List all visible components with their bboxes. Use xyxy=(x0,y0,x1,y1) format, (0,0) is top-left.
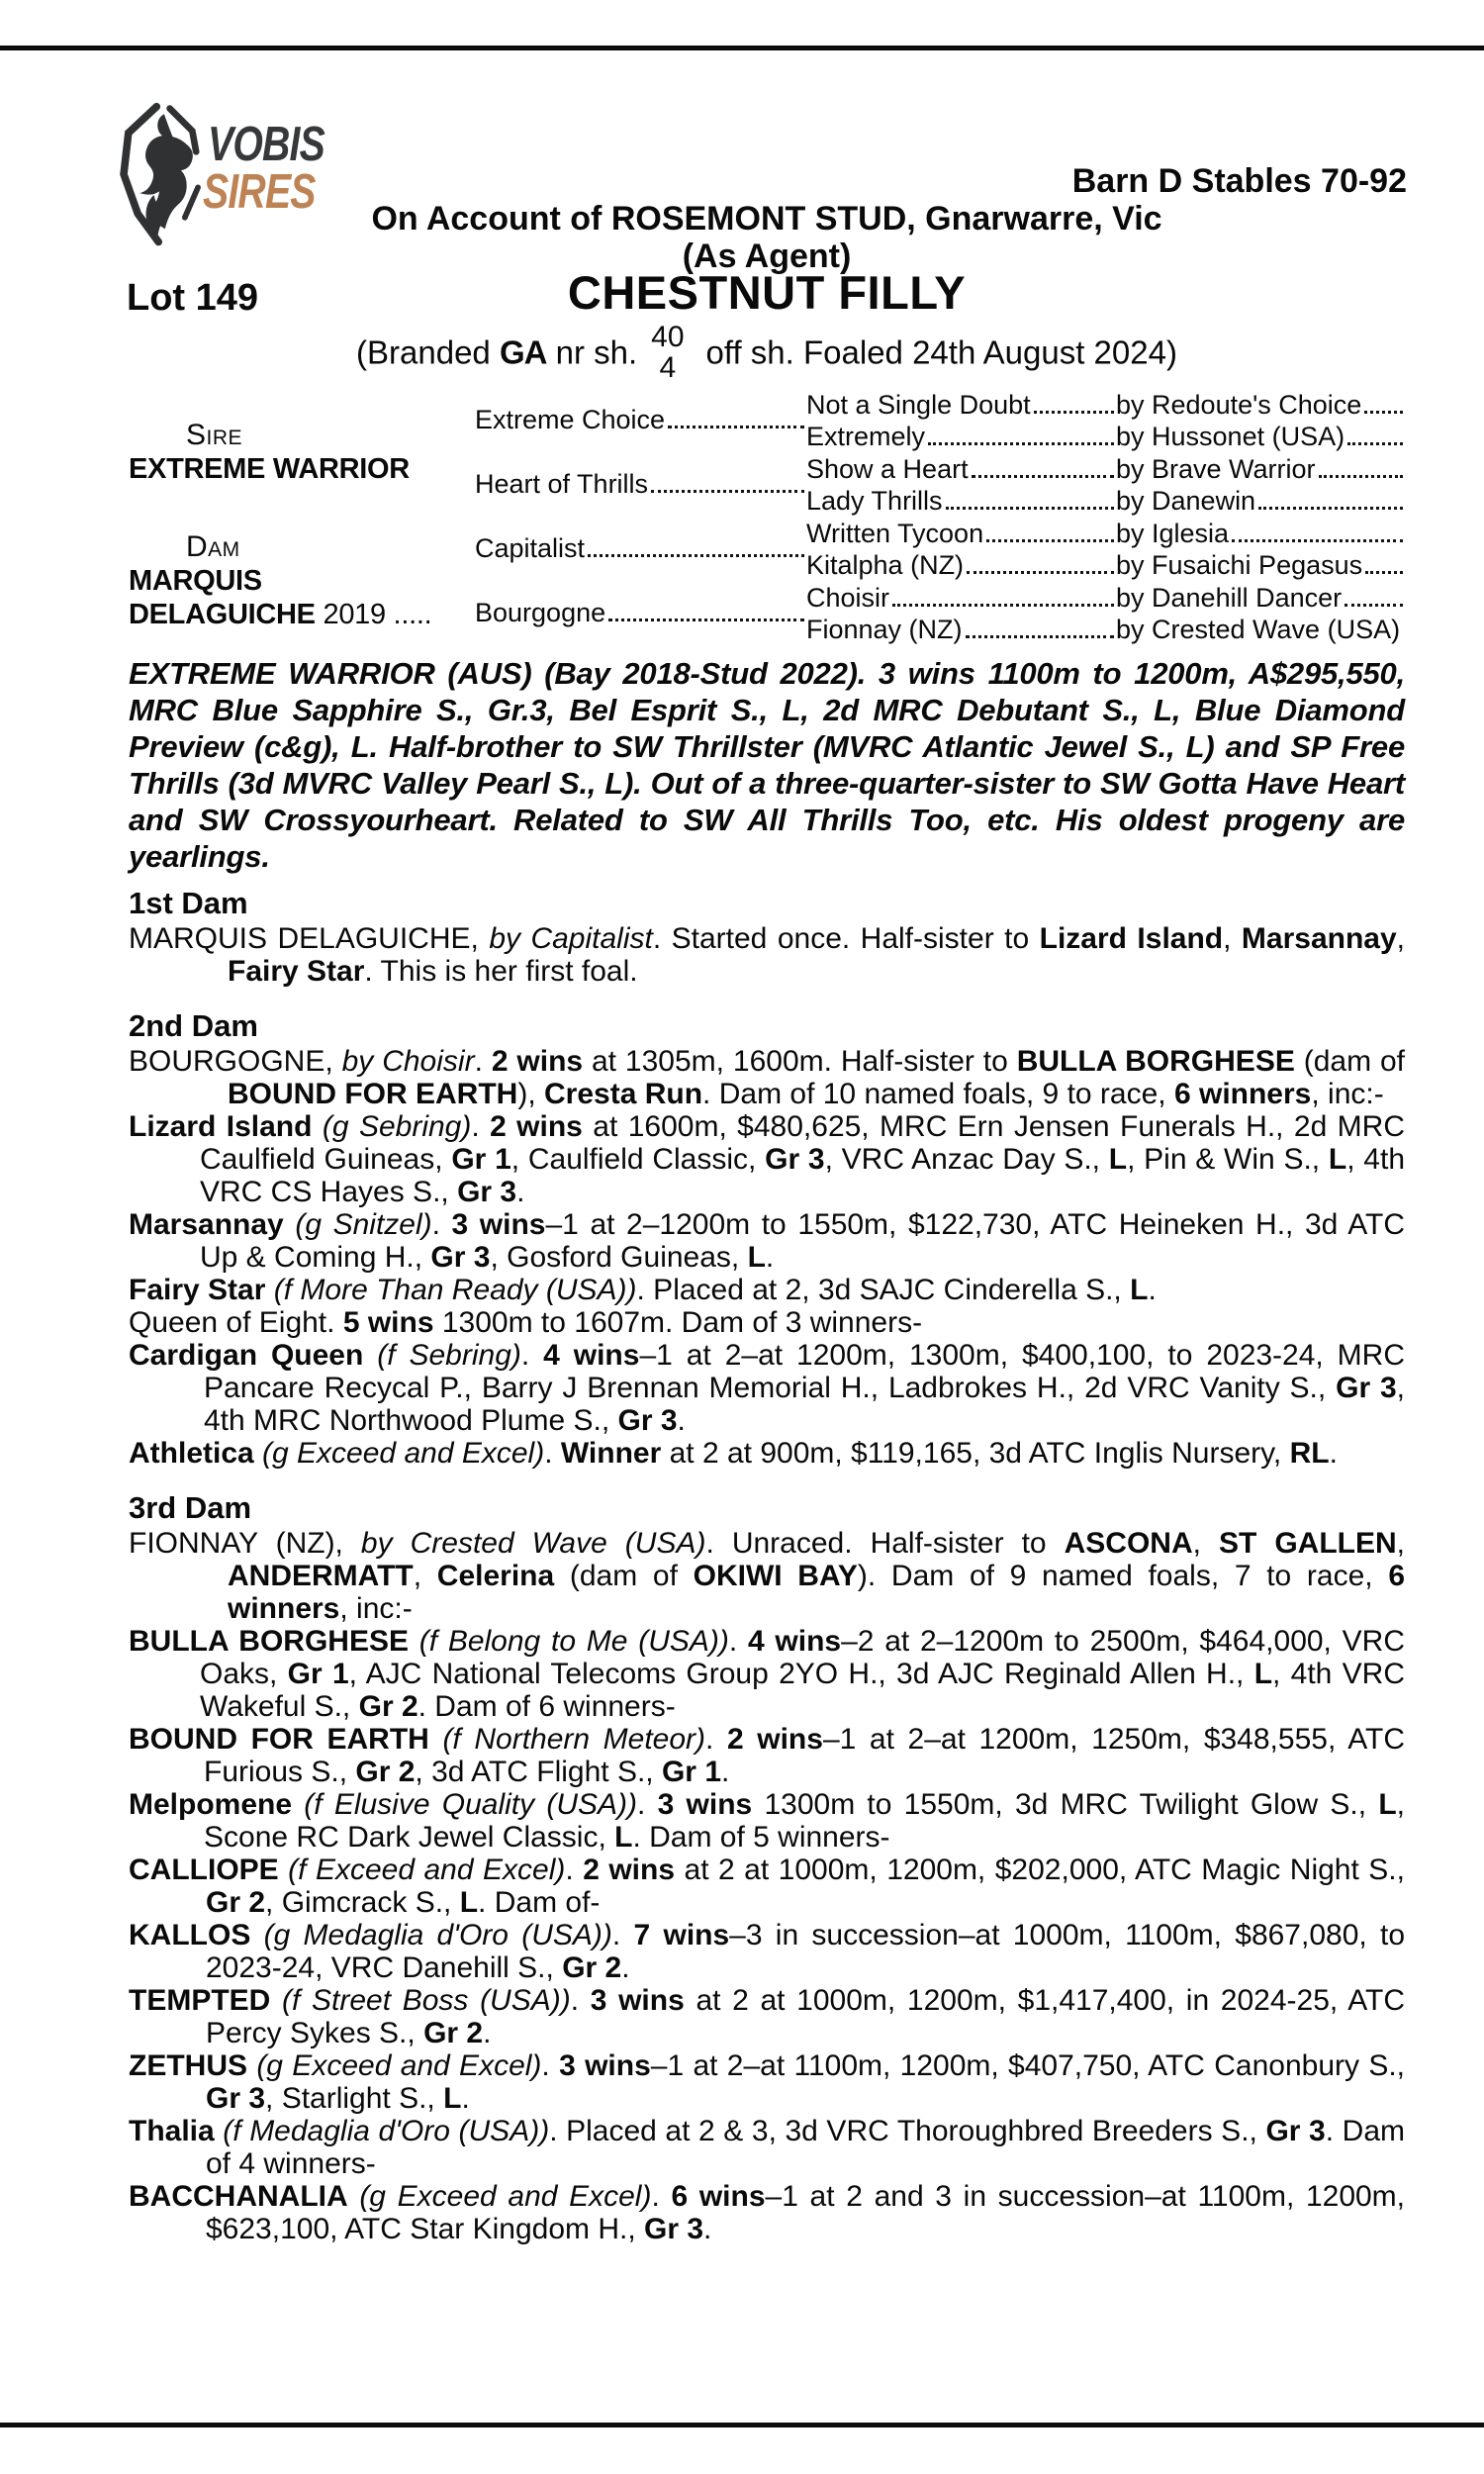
dotted-leader xyxy=(1347,442,1403,445)
brand-nearside: nr sh. xyxy=(546,333,638,371)
pedigree-table xyxy=(129,388,1405,645)
catalogue-notes xyxy=(129,655,1405,2245)
second-dam-heading: 2nd Dam xyxy=(129,1008,258,1043)
gen2-row: Extreme Choice xyxy=(475,388,806,452)
dotted-leader xyxy=(1345,604,1403,607)
brand-number-top: 40 xyxy=(651,321,685,353)
dotted-leader xyxy=(972,475,1114,478)
entry-kallos: KALLOS (g Medaglia d'Oro (USA)). 7 wins–3 in succession–at 1000m, 1100m, $867,080, to 2023-24, VRC Danehill S., Gr 2. xyxy=(129,1919,1406,1984)
gen3-row: Written Tycoon by Iglesia xyxy=(806,517,1405,549)
lot-number: Lot 149 xyxy=(127,277,259,319)
brand-line xyxy=(129,321,1405,386)
entry-marsannay: Marsannay (g Snitzel). 3 wins–1 at 2–1200m to 1550m, $122,730, ATC Heineken H., 3d ATC Up & Coming H., Gr 3, Gosford Guineas, L. xyxy=(129,1208,1406,1274)
pedigree-generation3-column xyxy=(806,388,1405,645)
entry-bulla-borghese: BULLA BORGHESE (f Belong to Me (USA)). 4 wins–2 at 2–1200m to 2500m, $464,000, VRC Oaks, Gr 1, AJC National Telecoms Group 2YO H., 3d AJC Reginald Allen H., L, 4th VRC Wakeful S., Gr 2. Dam of 6 winners- xyxy=(129,1625,1405,1723)
sire-label: Sire xyxy=(186,419,243,451)
entry-bourgogne: BOURGOGNE, by Choisir. 2 wins at 1305m, 1600m. Half-sister to BULLA BORGHESE (dam of BOUND FOR EARTH), Cresta Run. Dam of 10 named foals, 9 to race, 6 winners, inc:- xyxy=(129,1045,1406,1110)
dotted-leader xyxy=(1258,507,1403,510)
dam-name-line2: DELAGUICHE 2019 ..... xyxy=(129,599,432,630)
third-dam-heading: 3rd Dam xyxy=(129,1490,252,1525)
first-dam-heading: 1st Dam xyxy=(129,886,248,920)
barn-stables-label: Barn D Stables 70-92 xyxy=(1071,162,1407,200)
gen3-row: Fionnay (NZ) by Crested Wave (USA) xyxy=(806,615,1401,644)
logo-word-vobis: VOBIS xyxy=(208,118,325,171)
dotted-leader xyxy=(986,539,1114,542)
brand-number-bottom: 4 xyxy=(659,351,677,384)
entry-cardigan-queen: Cardigan Queen (f Sebring). 4 wins–1 at 2–at 1200m, 1300m, $400,100, to 2023-24, MRC Pancare Recycal P., Barry J Brennan Memorial H., Ladbrokes H., 2d VRC Vanity S., Gr 3, 4th MRC Northwood Plume S., Gr 3. xyxy=(129,1339,1406,1437)
page-title: CHESTNUT FILLY xyxy=(567,266,967,319)
dotted-leader xyxy=(966,635,1114,638)
gen2-row: Capitalist xyxy=(475,517,806,581)
entry-bacchanalia: BACCHANALIA (g Exceed and Excel). 6 wins–1 at 2 and 3 in succession–at 1100m, 1200m, $623,100, ATC Star Kingdom H., Gr 3. xyxy=(129,2180,1406,2245)
gen3-row: Kitalpha (NZ) by Fusaichi Pegasus xyxy=(806,549,1405,582)
dam-label: Dam xyxy=(186,530,240,563)
entry-melpomene: Melpomene (f Elusive Quality (USA)). 3 wins 1300m to 1550m, 3d MRC Twilight Glow S., L, Scone RC Dark Jewel Classic, L. Dam of 5 winners- xyxy=(129,1788,1406,1854)
gen3-row: Not a Single Doubt by Redoute's Choice xyxy=(806,388,1405,421)
gen2-row: Heart of Thrills xyxy=(475,452,806,517)
vendor-account-line: On Account of ROSEMONT STUD, Gnarwarre, Vic xyxy=(371,200,1162,238)
entry-calliope: CALLIOPE (f Exceed and Excel). 2 wins at 2 at 1000m, 1200m, $202,000, ATC Magic Night S., Gr 2, Gimcrack S., L. Dam of- xyxy=(129,1854,1405,1919)
dotted-leader xyxy=(1319,475,1403,478)
logo-word-sires: SIRES xyxy=(203,165,316,219)
entry-athletica: Athletica (g Exceed and Excel). Winner at 2 at 900m, $119,165, 3d ATC Inglis Nursery, RL. xyxy=(129,1437,1338,1470)
dotted-leader xyxy=(1034,411,1114,414)
entry-fionnay: FIONNAY (NZ), by Crested Wave (USA). Unraced. Half-sister to ASCONA, ST GALLEN, ANDERMATT, Celerina (dam of OKIWI BAY). Dam of 9 named foals, 7 to race, 6 winners, inc:- xyxy=(129,1527,1406,1625)
brand-number-fraction xyxy=(651,322,684,383)
dotted-leader xyxy=(892,604,1114,607)
gen2-row: Bourgogne xyxy=(475,581,806,645)
dam-name-line1: MARQUIS xyxy=(129,565,262,597)
entry-fairy-star: Fairy Star (f More Than Ready (USA)). Placed at 2, 3d SAJC Cinderella S., L. xyxy=(129,1274,1157,1306)
entry-zethus: ZETHUS (g Exceed and Excel). 3 wins–1 at 2–at 1100m, 1200m, $407,750, ATC Canonbury S., Gr 3, Starlight S., L. xyxy=(129,2049,1406,2115)
entry-queen-of-eight: Queen of Eight. 5 wins 1300m to 1607m. Dam of 3 winners- xyxy=(129,1306,923,1339)
dotted-leader xyxy=(1365,571,1403,574)
entry-thalia: Thalia (f Medaglia d'Oro (USA)). Placed at 2 & 3, 3d VRC Thoroughbred Breeders S., Gr 3. Dam of 4 winners- xyxy=(129,2115,1405,2180)
gen3-row: Show a Heart by Brave Warrior xyxy=(806,452,1405,485)
bottom-rule xyxy=(0,2423,1484,2427)
sire-race-record-paragraph: EXTREME WARRIOR (AUS) (Bay 2018-Stud 2022). 3 wins 1100m to 1200m, A$295,550, MRC Blue Sapphire S., Gr.3, Bel Esprit S., L, 2d MRC Debutant S., L, Blue Diamond Preview (c&g), L. Half-brother to SW Thrillster (MVRC Atlantic Jewel S., L) and SP Free Thrills (3d MVRC Valley Pearl S., L). Out of a three-quarter-sister to SW Gotta Have Heart and SW Crossyourheart. Related to SW All Thrills Too, etc. His oldest progeny are yearlings. xyxy=(129,656,1405,874)
dotted-leader xyxy=(946,507,1114,510)
dotted-leader xyxy=(608,618,804,621)
dotted-leader xyxy=(1232,539,1403,542)
dotted-leader xyxy=(588,554,804,557)
entry-tempted: TEMPTED (f Street Boss (USA)). 3 wins at 2 at 1000m, 1200m, $1,417,400, in 2024-25, ATC Percy Sykes S., Gr 2. xyxy=(129,1984,1406,2049)
sire-block xyxy=(129,388,475,517)
pedigree-generation2-column xyxy=(475,388,806,645)
entry-lizard-island: Lizard Island (g Sebring). 2 wins at 1600m, $480,625, MRC Ern Jensen Funerals H., 2d MRC Caulfield Guineas, Gr 1, Caulfield Classic, Gr 3, VRC Anzac Day S., L, Pin & Win S., L, 4th VRC CS Hayes S., Gr 3. xyxy=(129,1110,1406,1208)
dotted-leader xyxy=(1364,411,1403,414)
top-rule xyxy=(0,46,1484,50)
gen3-row: Extremely by Hussonet (USA) xyxy=(806,421,1405,453)
entry-bound-for-earth: BOUND FOR EARTH (f Northern Meteor). 2 wins–1 at 2–at 1200m, 1250m, $348,555, ATC Furious S., Gr 2, 3d ATC Flight S., Gr 1. xyxy=(129,1723,1405,1788)
dam-block xyxy=(129,517,475,645)
dotted-leader xyxy=(928,442,1114,445)
dotted-leader xyxy=(668,426,804,428)
gen3-row: Choisir by Danehill Dancer xyxy=(806,581,1405,614)
brand-prefix: (Branded xyxy=(356,333,500,371)
brand-foaled: off sh. Foaled 24th August 2024) xyxy=(705,333,1177,371)
gen3-row: Lady Thrills by Danewin xyxy=(806,485,1405,518)
sire-name: EXTREME WARRIOR xyxy=(129,453,410,485)
dam-foaling-year: 2019 ..... xyxy=(315,599,432,630)
as-agent-line: (As Agent) xyxy=(682,238,852,275)
dotted-leader xyxy=(967,571,1114,574)
brand-mark: GA xyxy=(499,333,547,371)
entry-marquis-delaguiche: MARQUIS DELAGUICHE, by Capitalist. Started once. Half-sister to Lizard Island, Marsannay, Fairy Star. This is her first foal. xyxy=(129,922,1406,988)
pedigree-generation1-column xyxy=(129,388,475,645)
dotted-leader xyxy=(651,490,804,493)
